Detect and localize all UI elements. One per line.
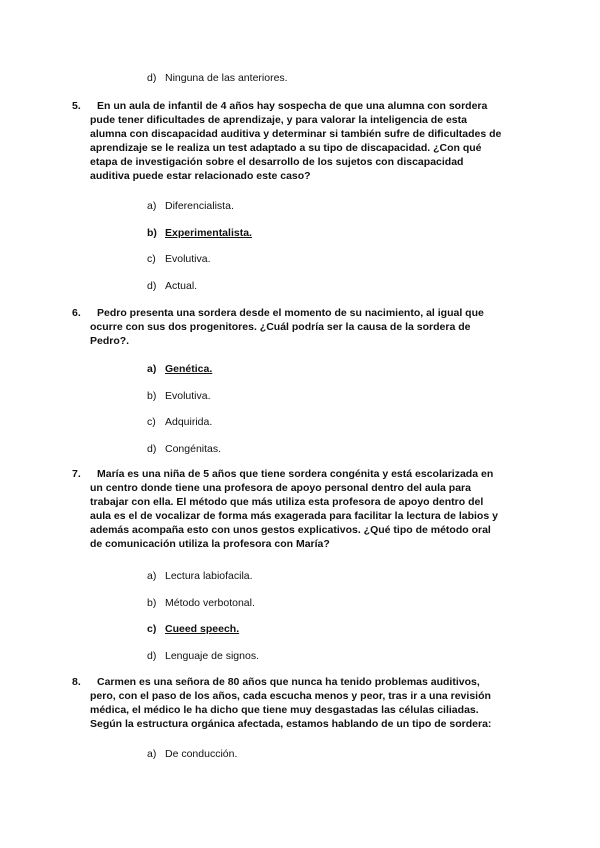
q5-option-b-correct <box>147 227 252 239</box>
question-text-line: pero, con el paso de los años, cada escucha menos y peor, tras ir a una revisión <box>90 690 491 702</box>
question-number: 7. <box>72 468 81 480</box>
question-text-line: aprendizaje se le realiza un test adaptado a su tipo de discapacidad. ¿Con qué <box>90 142 482 154</box>
q7-option-c-correct <box>147 623 239 635</box>
option-text: Congénitas. <box>165 443 222 455</box>
q5-option-c <box>147 253 211 265</box>
question-number: 6. <box>72 307 81 319</box>
question-text-line: médica, el médico le ha dicho que tiene muy desgastadas las células ciliadas. <box>90 704 479 716</box>
option-text: Experimentalista. <box>165 227 252 239</box>
option-letter: d) <box>147 443 157 455</box>
q6-option-c <box>147 416 212 428</box>
question-text-line: ocurre con sus dos progenitores. ¿Cuál podría ser la causa de la sordera de <box>90 321 471 333</box>
option-letter: d) <box>147 650 157 662</box>
option-text: Lenguaje de signos. <box>165 650 259 662</box>
option-letter: c) <box>147 253 156 265</box>
option-text: Lectura labiofacila. <box>165 570 253 582</box>
question-text-line: un centro donde tiene una profesora de apoyo personal dentro del aula para <box>90 482 471 494</box>
question-text-line: de comunicación utiliza la profesora con María? <box>90 538 330 550</box>
option-text: Adquirida. <box>165 416 213 428</box>
q7-option-a <box>147 570 253 582</box>
option-letter: b) <box>147 597 157 609</box>
option-letter: a) <box>147 570 157 582</box>
option-letter: d) <box>147 280 157 292</box>
q6-option-b <box>147 390 211 402</box>
question-text-line: además acompaña esto con unos gestos explicativos. ¿Qué tipo de método oral <box>90 524 491 536</box>
question-text-line: auditiva puede estar relacionado este caso? <box>90 170 311 182</box>
option-text: Genética. <box>165 363 213 375</box>
q6-option-d <box>147 443 221 455</box>
option-text: Diferencialista. <box>165 200 234 212</box>
q5-option-d <box>147 280 197 292</box>
option-text: De conducción. <box>165 748 238 760</box>
option-letter: b) <box>147 227 157 239</box>
option-text: Evolutiva. <box>165 253 211 265</box>
option-letter: c) <box>147 416 156 428</box>
q6-option-a-correct <box>147 363 212 375</box>
option-text: Cueed speech. <box>165 623 240 635</box>
question-text-line: trabajar con ella. El método que más utiliza esta profesora de apoyo dentro del <box>90 496 484 508</box>
option-text: Actual. <box>165 280 198 292</box>
option-letter: b) <box>147 390 157 402</box>
option-text: Evolutiva. <box>165 390 211 402</box>
question-text-line: alumna con discapacidad auditiva y determinar si también sufre de dificultades de <box>90 128 502 140</box>
q7-option-b <box>147 597 255 609</box>
question-text-line: María es una niña de 5 años que tiene sordera congénita y está escolarizada en <box>97 468 494 480</box>
option-letter: c) <box>147 623 157 635</box>
question-number: 8. <box>72 676 81 688</box>
question-text-line: Carmen es una señora de 80 años que nunca ha tenido problemas auditivos, <box>97 676 480 688</box>
option-letter: d) <box>147 72 157 84</box>
q8-option-a <box>147 748 237 760</box>
question-text-line: Según la estructura orgánica afectada, estamos hablando de un tipo de sordera: <box>90 718 492 730</box>
q7-option-d <box>147 650 259 662</box>
option-letter: a) <box>147 200 157 212</box>
question-text-line: pude tener dificultades de aprendizaje, y para valorar la inteligencia de esta <box>90 114 467 126</box>
question-text-line: Pedro?. <box>90 335 130 347</box>
option-text: Método verbotonal. <box>165 597 255 609</box>
q5-option-a <box>147 200 234 212</box>
option-text: Ninguna de las anteriores. <box>165 72 288 84</box>
question-text-line: aula es el de vocalizar de forma más exagerada para facilitar la lectura de labios y <box>90 510 498 522</box>
question-text-line: En un aula de infantil de 4 años hay sospecha de que una alumna con sordera <box>97 100 488 112</box>
question-number: 5. <box>72 100 81 112</box>
question-text-line: Pedro presenta una sordera desde el momento de su nacimiento, al igual que <box>97 307 484 319</box>
option-letter: a) <box>147 363 157 375</box>
q4-option-d <box>147 72 288 84</box>
option-letter: a) <box>147 748 157 760</box>
question-text-line: etapa de investigación sobre el desarrollo de los sujetos con discapacidad <box>90 156 464 168</box>
